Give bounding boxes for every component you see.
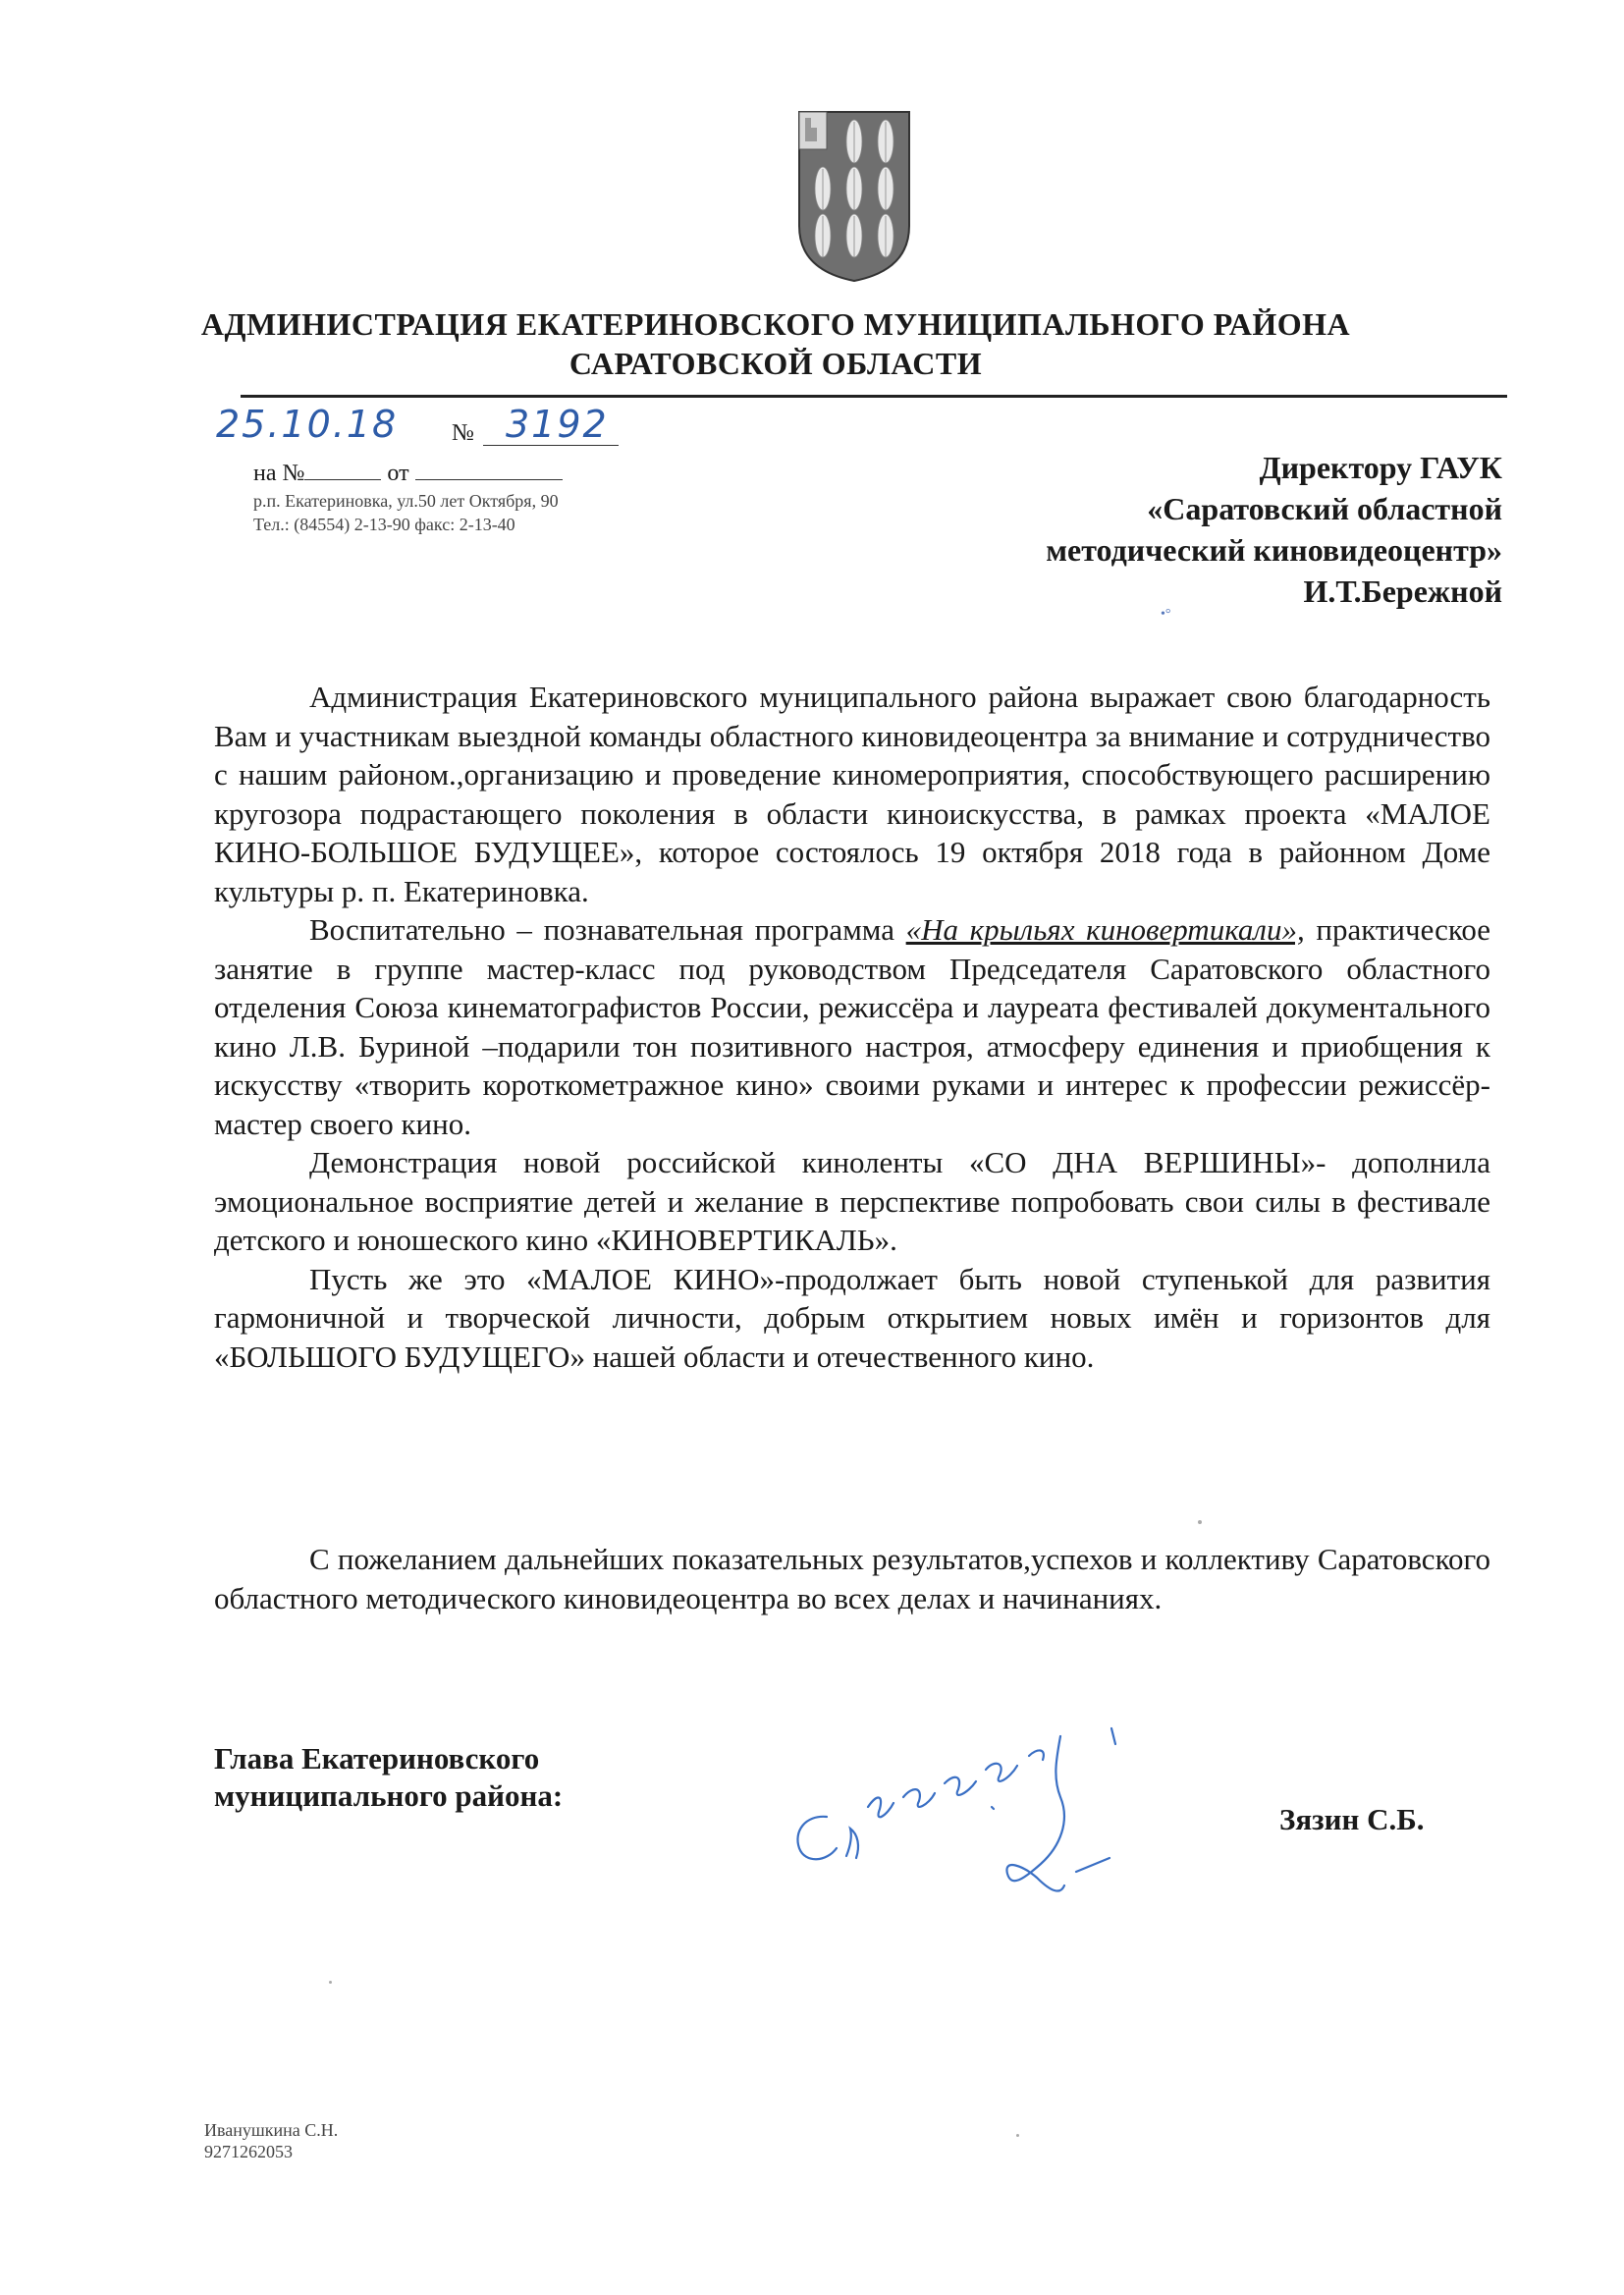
- closing-wishes: [214, 1540, 1490, 1618]
- coat-of-arms-emblem: [795, 108, 913, 285]
- reply-date-blank: [415, 460, 563, 480]
- scan-speck: [329, 1981, 332, 1984]
- scan-speck: [1016, 2134, 1019, 2137]
- body-paragraph: Пусть же это «МАЛОЕ КИНО»-продолжает быть новой ступенькой для развития гармоничной и творческой личности, добрым открытием новых имён и горизонтов для «БОЛЬШОГО БУДУЩЕГО» нашей области и отечественного кино.: [214, 1261, 1490, 1374]
- program-description: практическое занятие в группе мастер-класс под руководством Председателя Саратовского областного отделения Союза кинематографистов России, режиссёра и лауреата фестивалей документального кино Л.В. Буриной –подарили тон позитивного настроя, атмосферу единения и приобщения к искусству «творить короткометражное кино» своими руками и интерес к профессии режиссёр- мастер своего кино.: [214, 912, 1491, 1141]
- outgoing-number: 3192: [506, 403, 609, 446]
- header-divider: [241, 395, 1507, 398]
- addressee-line: методический киновидеоцентр»: [1046, 532, 1502, 568]
- program-intro: Воспитательно – познавательная программа: [309, 912, 894, 947]
- sender-address: р.п. Екатериновка, ул.50 лет Октября, 90: [253, 491, 559, 511]
- organization-region: САРАТОВСКОЙ ОБЛАСТИ: [568, 346, 983, 381]
- signatory-title: [214, 1740, 563, 1815]
- sender-phone: Тел.: (84554) 2-13-90 факс: 2-13-40: [253, 515, 515, 534]
- executor-info: [204, 2119, 338, 2162]
- addressee-line: И.Т.Бережной: [1303, 574, 1502, 609]
- reply-date-label: от: [387, 461, 409, 486]
- organization-title: АДМИНИСТРАЦИЯ ЕКАТЕРИНОВСКОГО МУНИЦИПАЛЬНОГО РАЙОНА: [200, 306, 1351, 342]
- executor-phone: 9271262053: [204, 2142, 293, 2161]
- body-paragraph: Демонстрация новой российской киноленты «СО ДНА ВЕРШИНЫ»- дополнила эмоциональное восприятие детей и желание в перспективе попробовать свои силы в фестивале детского и юношеского кино «КИНОВЕРТИКАЛЬ».: [214, 1145, 1490, 1257]
- reply-number-label: на №: [253, 461, 305, 486]
- sender-contacts: [253, 489, 559, 536]
- signatory-title-line: муниципального района:: [214, 1778, 564, 1813]
- scan-speck: [1198, 1520, 1202, 1524]
- signatory-name: Зязин С.Б.: [1279, 1802, 1425, 1836]
- outgoing-date: 25.10.18: [216, 403, 399, 446]
- signatory-title-line: Глава Екатериновского: [214, 1741, 540, 1776]
- letter-body: [214, 678, 1490, 1376]
- executor-name: Иванушкина С.Н.: [204, 2120, 339, 2140]
- ink-mark: •°: [1161, 607, 1171, 622]
- reply-reference-line: [253, 460, 563, 487]
- addressee-block: [835, 447, 1502, 612]
- addressee-line: «Саратовский областной: [1147, 491, 1502, 526]
- reply-number-blank: [304, 460, 381, 480]
- body-paragraph: Администрация Екатериновского муниципального района выражает свою благодарность Вам и участникам выездной команды областного киновидеоцентра за внимание и сотрудничество с нашим районом.,организацию и проведение киномероприятия, способствующего расширению кругозора подрастающего поколения в области киноискусства, в рамках проекта «МАЛОЕ КИНО-БОЛЬШОЕ БУДУЩЕЕ», которое состоялось 19 октября 2018 года в районном Доме культуры р. п. Екатериновка.: [214, 680, 1490, 908]
- handwritten-signature: [766, 1699, 1247, 1935]
- program-title: «На крыльях киновертикали»,: [905, 912, 1305, 947]
- addressee-line: Директору ГАУК: [1259, 450, 1502, 485]
- outgoing-number-label: №: [452, 420, 474, 446]
- body-paragraph: С пожеланием дальнейших показательных результатов,успехов и коллективу Саратовского областного методического киновидеоцентра во всех делах и начинаниях.: [214, 1542, 1490, 1615]
- body-paragraph: [214, 910, 1490, 1143]
